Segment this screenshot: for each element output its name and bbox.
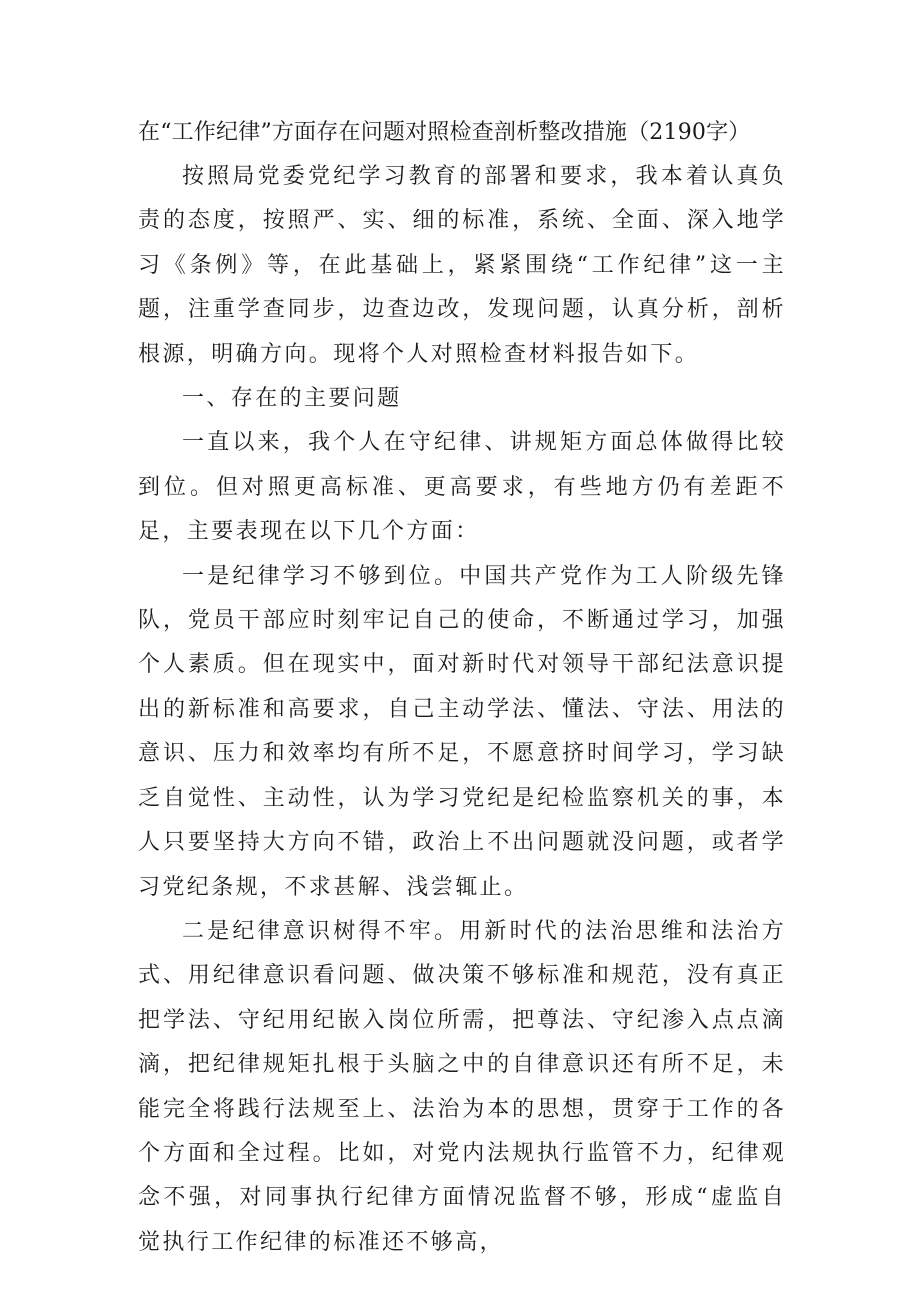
intro-paragraph: 按照局党委党纪学习教育的部署和要求，我本着认真负责的态度，按照严、实、细的标准，系统、全面、深入地学习《条例》等，在此基础上，紧紧围绕“工作纪律”这一主题，注重学查同步，边查边改，发现问题，认真分析，剖析根源，明确方向。现将个人对照检查材料报告如下。 xyxy=(138,164,786,367)
issue-two-paragraph: 二是纪律意识树得不牢。用新时代的法治思维和法治方式、用纪律意识看问题、做决策不够标准和规范，没有真正把学法、守纪用纪嵌入岗位所需，把尊法、守纪渗入点点滴滴，把纪律规矩扎根于头脑之中的自律意识还有所不足，未能完全将践行法规至上、法治为本的思想，贯穿于工作的各个方面和全过程。比如，对党内法规执行监管不力，纪律观念不强，对同事执行纪律方面情况监督不够，形成“虚监自觉执行工作纪律的标准还不够高， xyxy=(138,918,786,1255)
document-body xyxy=(138,111,786,1265)
document-title: 在“工作纪律”方面存在问题对照检查剖析整改措施（2190字） xyxy=(138,120,751,145)
section-heading: 一、存在的主要问题 xyxy=(182,386,402,412)
overview-paragraph: 一直以来，我个人在守纪律、讲规矩方面总体做得比较到位。但对照更高标准、更高要求，有些地方仍有差距不足，主要表现在以下几个方面： xyxy=(138,430,786,545)
issue-one-paragraph: 一是纪律学习不够到位。中国共产党作为工人阶级先锋队，党员干部应时刻牢记自己的使命，不断通过学习，加强个人素质。但在现实中，面对新时代对领导干部纪法意识提出的新标准和高要求，自己主动学法、懂法、守法、用法的意识、压力和效率均有所不足，不愿意挤时间学习，学习缺乏自觉性、主动性，认为学习党纪是纪检监察机关的事，本人只要坚持大方向不错，政治上不出问题就没问题，或者学习党纪条规，不求甚解、浅尝辄止。 xyxy=(138,563,786,900)
